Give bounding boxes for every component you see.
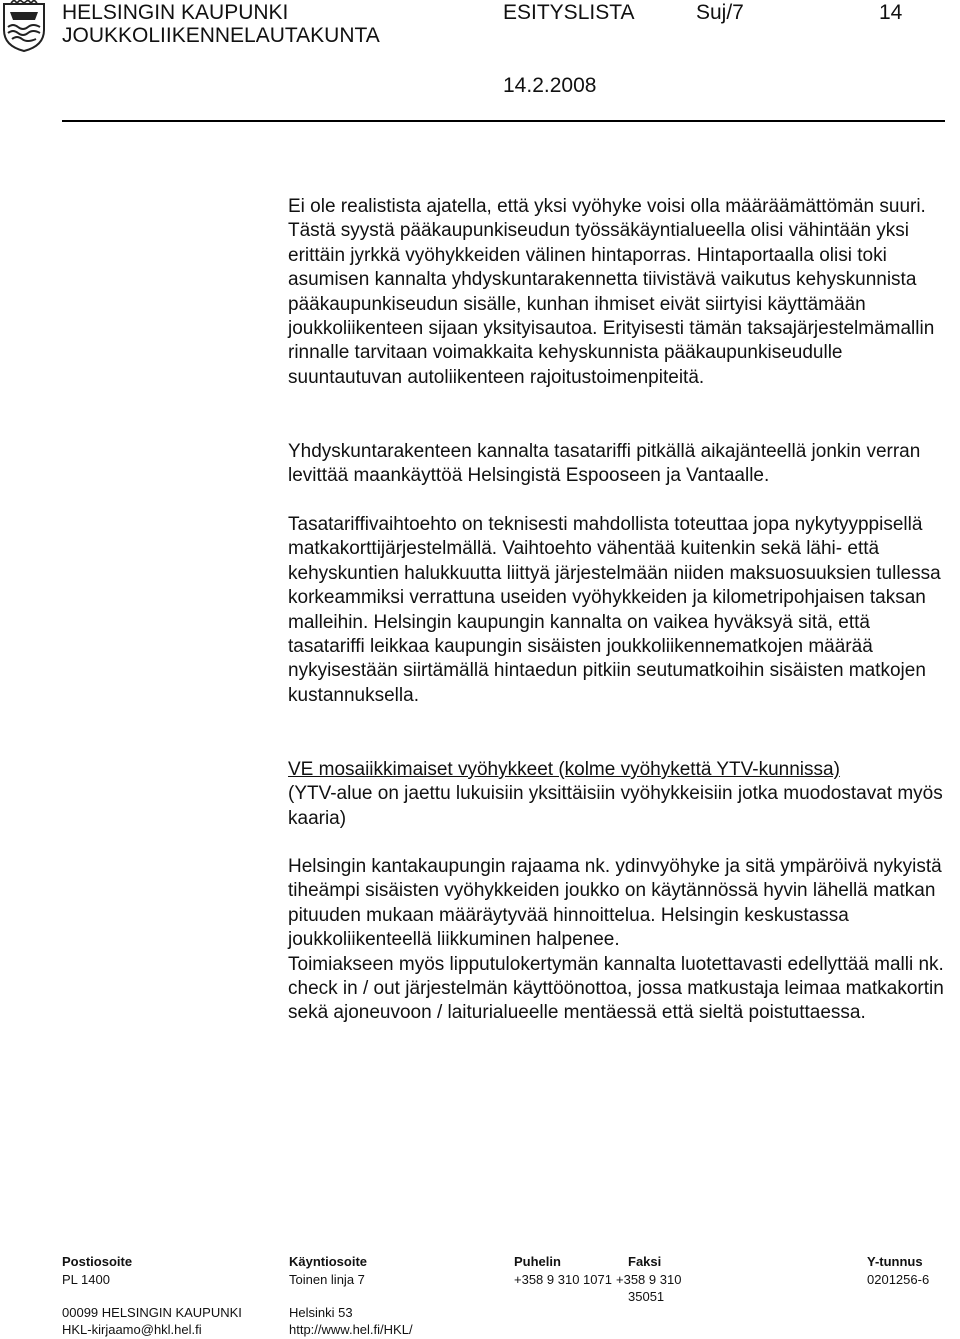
page-number: 14 — [879, 1, 903, 24]
footer-phone-label: Puhelin — [514, 1254, 561, 1269]
org-name: HELSINGIN KAUPUNKI — [62, 1, 289, 24]
footer-postal-box: PL 1400 — [62, 1272, 110, 1287]
footer-visit-street: Toinen linja 7 — [289, 1272, 365, 1287]
paragraph-text: Ei ole realistista ajatella, että yksi vyöhyke voisi olla määräämättömän suuri. Tästä syystä pääkaupunkiseudun työssäkäyntialueella olisi vähintään yksi erittäin jyrkkä vyöhykkeiden välinen hintaporras. Hintaportaalla olisi toki asumisen kannalta yhdyskuntarakennetta tiivistävä vaikutus kehyskunnista pääkaupunkiseudun sisälle, kunhan ihmiset eivät siirtyisi käyttämään joukkoliikenteen sijaan yksityisautoa. Erityisesti tämän taksajärjestelmämallin rinnalle tarvitaan voimakkaita kehyskunnista pääkaupunkiseudulle suuntautuvan autoliikenteen rajoitustoimenpiteitä. — [288, 196, 935, 388]
footer-visit-city: Helsinki 53 — [289, 1305, 353, 1320]
paragraph-text: Yhdyskuntarakenteen kannalta tasatariffi pitkällä aikajänteellä jonkin verran levittää maankäyttöä Helsingistä Espooseen ja Vantaalle. — [288, 441, 921, 487]
paragraph-land-use — [288, 440, 948, 489]
footer-email: HKL-kirjaamo@hkl.hel.fi — [62, 1322, 202, 1337]
paragraph-text: Tasatariffivaihtoehto on teknisesti mahdollista toteuttaa jopa nykytyyppisellä matkakorttijärjestelmällä. Vaihtoehto vähentää kuitenkin sekä lähi- että kehyskuntien halukkuutta liittyä järjestelmään niiden maksuosuuksien tullessa korkeammiksi verrattuna useiden vyöhykkeiden ja kilometripohjaisen taksan malleihin. Helsingin kaupungin kannalta on vaikea hyväksyä sitä, että tasatariffi leikkaa kaupungin sisäisten joukkoliikennematkojen määrää nykyisestään siirtämällä hintaedun pitkiin seutumatkoihin sisäisten matkojen kustannuksella. — [288, 514, 941, 706]
header-divider — [62, 120, 945, 122]
meeting-date: 14.2.2008 — [503, 74, 597, 97]
footer-fax-extension: 35051 — [628, 1289, 665, 1304]
section-mosaic-zones — [288, 758, 948, 831]
footer-visit-label: Käyntiosoite — [289, 1254, 368, 1269]
footer-phone-number: +358 9 310 1071 — [514, 1272, 612, 1287]
footer-postal-label: Postiosoite — [62, 1254, 133, 1269]
footer-business-id-label: Y-tunnus — [867, 1254, 923, 1269]
paragraph-text: Toimiakseen myös lipputulokertymän kannalta luotettavasti edellyttää malli nk. check in / out järjestelmän käyttöönottoa, jossa matkustaja leimaa matkakortin sekä ajoneuvoon / laiturialueelle mentäessä että sieltä poistuttaessa. — [288, 953, 944, 1024]
helsinki-crest-icon — [2, 0, 46, 52]
section-reference: Suj/7 — [696, 1, 744, 24]
footer-fax-label: Faksi — [628, 1254, 662, 1269]
paragraph-text: Helsingin kantakaupungin rajaama nk. ydinvyöhyke ja sitä ympäröivä nykyistä tiheämpi sisäisten vyöhykkeiden joukko on käytännössä hyvin lähellä matkan pituuden mukaan määräytyvää hinnoittelua. Helsingin keskustassa joukkoliikenteellä liikkuminen halpenee. — [288, 856, 942, 951]
paragraph-zone-pricing — [288, 195, 948, 390]
section-heading-note: (YTV-alue on jaettu lukuisiin yksittäisiin vyöhykkeisiin jotka muodostavat myös kaaria) — [288, 783, 943, 829]
document-type: ESITYSLISTA — [503, 1, 635, 24]
paragraph-core-zone — [288, 855, 948, 1026]
footer-fax-number: +358 9 310 — [616, 1272, 682, 1287]
org-unit: JOUKKOLIIKENNELAUTAKUNTA — [62, 24, 380, 47]
section-heading: VE mosaiikkimaiset vyöhykkeet (kolme vyöhykettä YTV-kunnissa) — [288, 759, 840, 780]
footer-website: http://www.hel.fi/HKL/ — [289, 1322, 413, 1337]
paragraph-flat-fare — [288, 513, 948, 708]
footer-business-id: 0201256-6 — [867, 1272, 930, 1287]
footer-postal-city: 00099 HELSINGIN KAUPUNKI — [62, 1305, 242, 1320]
